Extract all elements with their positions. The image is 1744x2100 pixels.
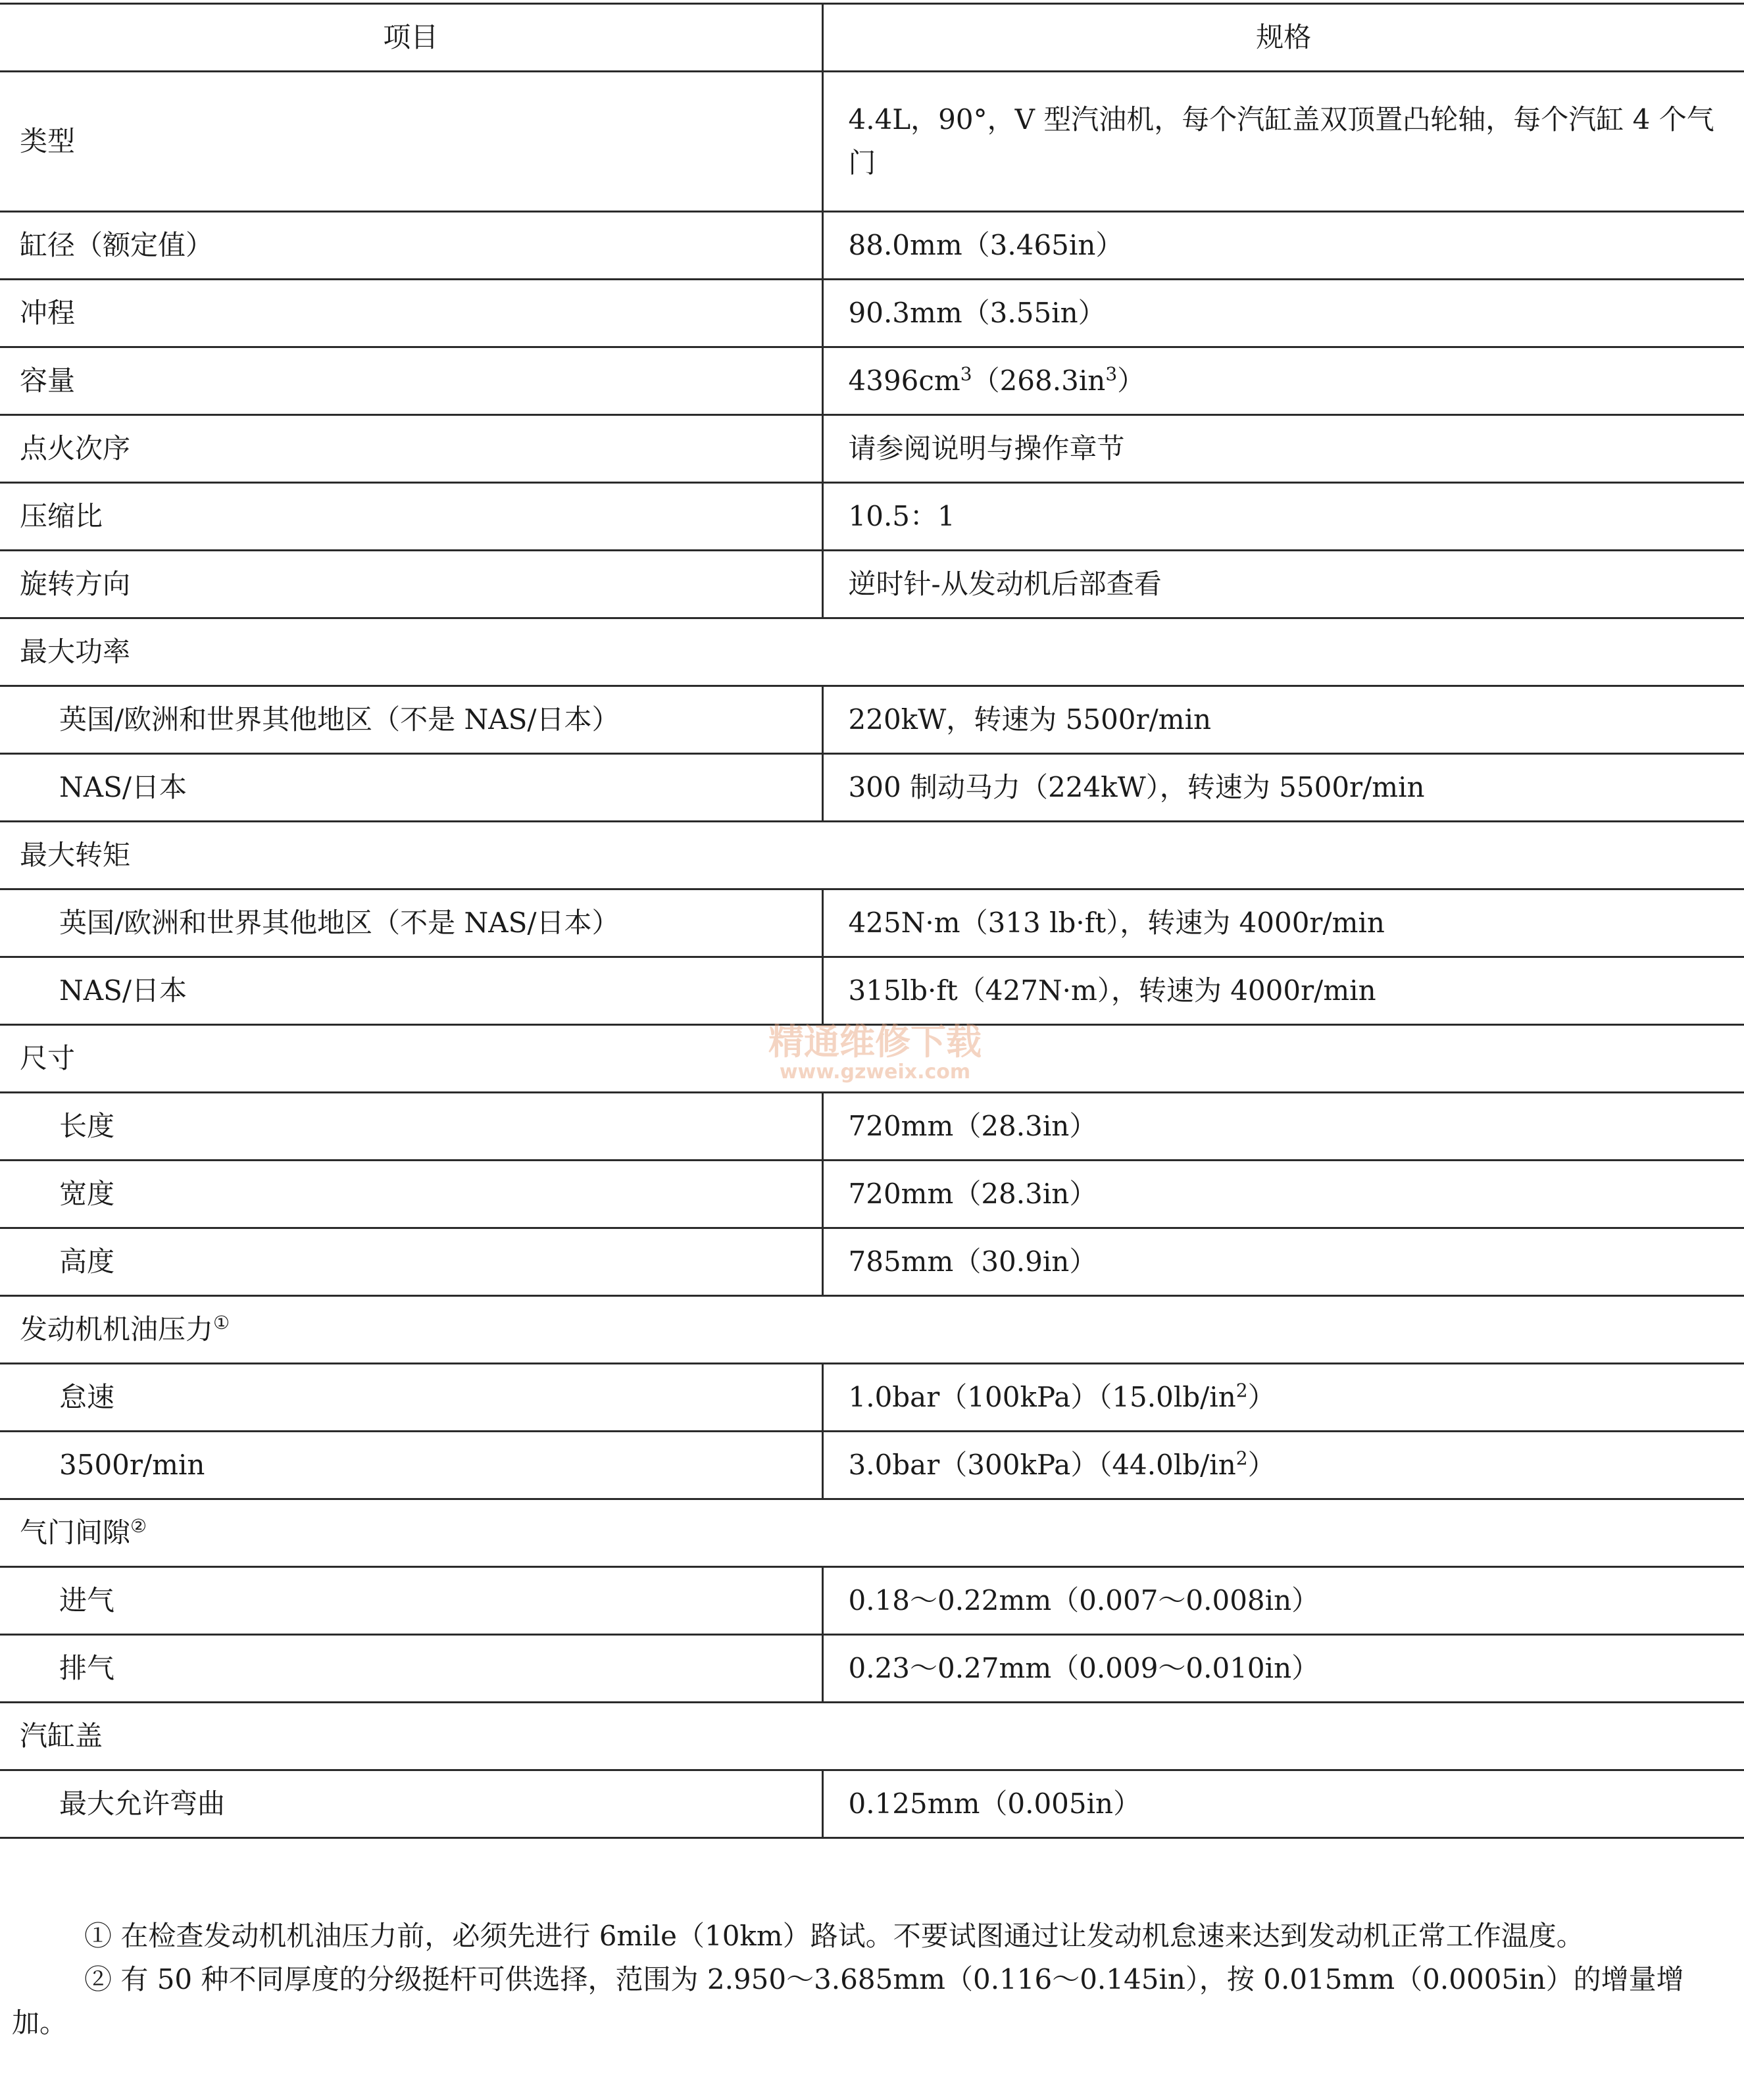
table-row: [0, 686, 1744, 754]
table-row: [0, 280, 1744, 347]
row-label-stroke: 冲程: [0, 280, 822, 347]
row-label-intake: 进气: [0, 1567, 822, 1635]
row-value-max-warp: 0.125mm（0.005in）: [822, 1770, 1744, 1838]
row-label-width: 宽度: [0, 1161, 822, 1228]
footnote-mark-1: ①: [213, 1312, 230, 1334]
section-label-oil-pressure: 发动机机油压力①: [0, 1296, 1744, 1364]
row-label-type: 类型: [0, 72, 822, 212]
row-value-compression: 10.5：1: [822, 483, 1744, 551]
row-value-rotation: 逆时针-从发动机后部查看: [822, 551, 1744, 618]
row-label-rotation: 旋转方向: [0, 551, 822, 618]
table-row: [0, 1432, 1744, 1499]
section-row-dimensions: [0, 1025, 1744, 1093]
table-row: [0, 957, 1744, 1025]
row-label-length: 长度: [0, 1093, 822, 1161]
table-row: [0, 1635, 1744, 1703]
watermark-title: 精通维修下载: [768, 1021, 982, 1062]
section-label-max-power: 最大功率: [0, 618, 1744, 686]
table-row: [0, 551, 1744, 618]
row-value-type: 4.4L，90°，V 型汽油机，每个汽缸盖双顶置凸轮轴，每个汽缸 4 个气门: [822, 72, 1744, 212]
row-value-stroke: 90.3mm（3.55in）: [822, 280, 1744, 347]
row-value-length: 720mm（28.3in）: [822, 1093, 1744, 1161]
table-row: [0, 483, 1744, 551]
table-row: [0, 1567, 1744, 1635]
table-row: [0, 1228, 1744, 1296]
row-label-torque-nas: NAS/日本: [0, 957, 822, 1025]
col-header-item: 项目: [0, 4, 822, 72]
row-value-torque-uk: 425N·m（313 lb·ft），转速为 4000r/min: [822, 889, 1744, 957]
footnote-1: ① 在检查发动机机油压力前，必须先进行 6mile（10km）路试。不要试图通过让发动机怠速来达到发动机正常工作温度。: [84, 1920, 1584, 1952]
row-value-bore: 88.0mm（3.465in）: [822, 212, 1744, 280]
row-label-power-uk: 英国/欧洲和世界其他地区（不是 NAS/日本）: [0, 686, 822, 754]
section-label-max-torque: 最大转矩: [0, 822, 1744, 889]
section-label-dimensions: 尺寸: [0, 1025, 1744, 1093]
row-value-torque-nas: 315lb·ft（427N·m），转速为 4000r/min: [822, 957, 1744, 1025]
row-label-torque-uk: 英国/欧洲和世界其他地区（不是 NAS/日本）: [0, 889, 822, 957]
row-value-power-uk: 220kW，转速为 5500r/min: [822, 686, 1744, 754]
table-row: [0, 415, 1744, 483]
section-row-oil-pressure: [0, 1296, 1744, 1364]
row-label-idle: 怠速: [0, 1364, 822, 1432]
table-row: [0, 1093, 1744, 1161]
table-row: [0, 1770, 1744, 1838]
table-row: [0, 754, 1744, 822]
section-label-cylinder-head: 汽缸盖: [0, 1703, 1744, 1770]
table-row: [0, 1161, 1744, 1228]
row-value-exhaust: 0.23～0.27mm（0.009～0.010in）: [822, 1635, 1744, 1703]
row-label-3500rpm: 3500r/min: [0, 1432, 822, 1499]
section-label-valve-clearance: 气门间隙②: [0, 1499, 1744, 1567]
row-value-width: 720mm（28.3in）: [822, 1161, 1744, 1228]
row-label-height: 高度: [0, 1228, 822, 1296]
footnotes: [12, 1914, 1729, 2045]
row-value-firing-order: 请参阅说明与操作章节: [822, 415, 1744, 483]
section-row-cylinder-head: [0, 1703, 1744, 1770]
table-row: [0, 1364, 1744, 1432]
engine-spec-table: [0, 3, 1744, 1839]
row-value-idle: $1.0bar(100kPa)(15.0lb/in^2)$: [822, 1364, 1744, 1432]
watermark-url: www.gzweix.com: [779, 1061, 971, 1084]
section-row-max-power: [0, 618, 1744, 686]
row-value-capacity: $4396cm^3(268.3in^3)$: [822, 347, 1744, 415]
row-value-3500rpm: $3.0bar(300kPa)(44.0lb/in^2)$: [822, 1432, 1744, 1499]
row-value-power-nas: 300 制动马力（224kW），转速为 5500r/min: [822, 754, 1744, 822]
row-value-height: 785mm（30.9in）: [822, 1228, 1744, 1296]
table-row: [0, 212, 1744, 280]
table-row: [0, 347, 1744, 415]
col-header-spec: 规格: [822, 4, 1744, 72]
table-header-row: [0, 4, 1744, 72]
row-label-firing-order: 点火次序: [0, 415, 822, 483]
footnote-mark-2: ②: [130, 1515, 147, 1537]
row-label-max-warp: 最大允许弯曲: [0, 1770, 822, 1838]
row-label-capacity: 容量: [0, 347, 822, 415]
section-row-max-torque: [0, 822, 1744, 889]
row-label-exhaust: 排气: [0, 1635, 822, 1703]
row-value-intake: 0.18～0.22mm（0.007～0.008in）: [822, 1567, 1744, 1635]
footnote-2: ② 有 50 种不同厚度的分级挺杆可供选择，范围为 2.950～3.685mm（0.116～0.145in），按 0.015mm（0.0005in）的增量增加。: [12, 1963, 1684, 2039]
table-row: [0, 889, 1744, 957]
table-row: [0, 72, 1744, 212]
section-row-valve-clearance: [0, 1499, 1744, 1567]
row-label-power-nas: NAS/日本: [0, 754, 822, 822]
row-label-compression: 压缩比: [0, 483, 822, 551]
row-label-bore: 缸径（额定值）: [0, 212, 822, 280]
